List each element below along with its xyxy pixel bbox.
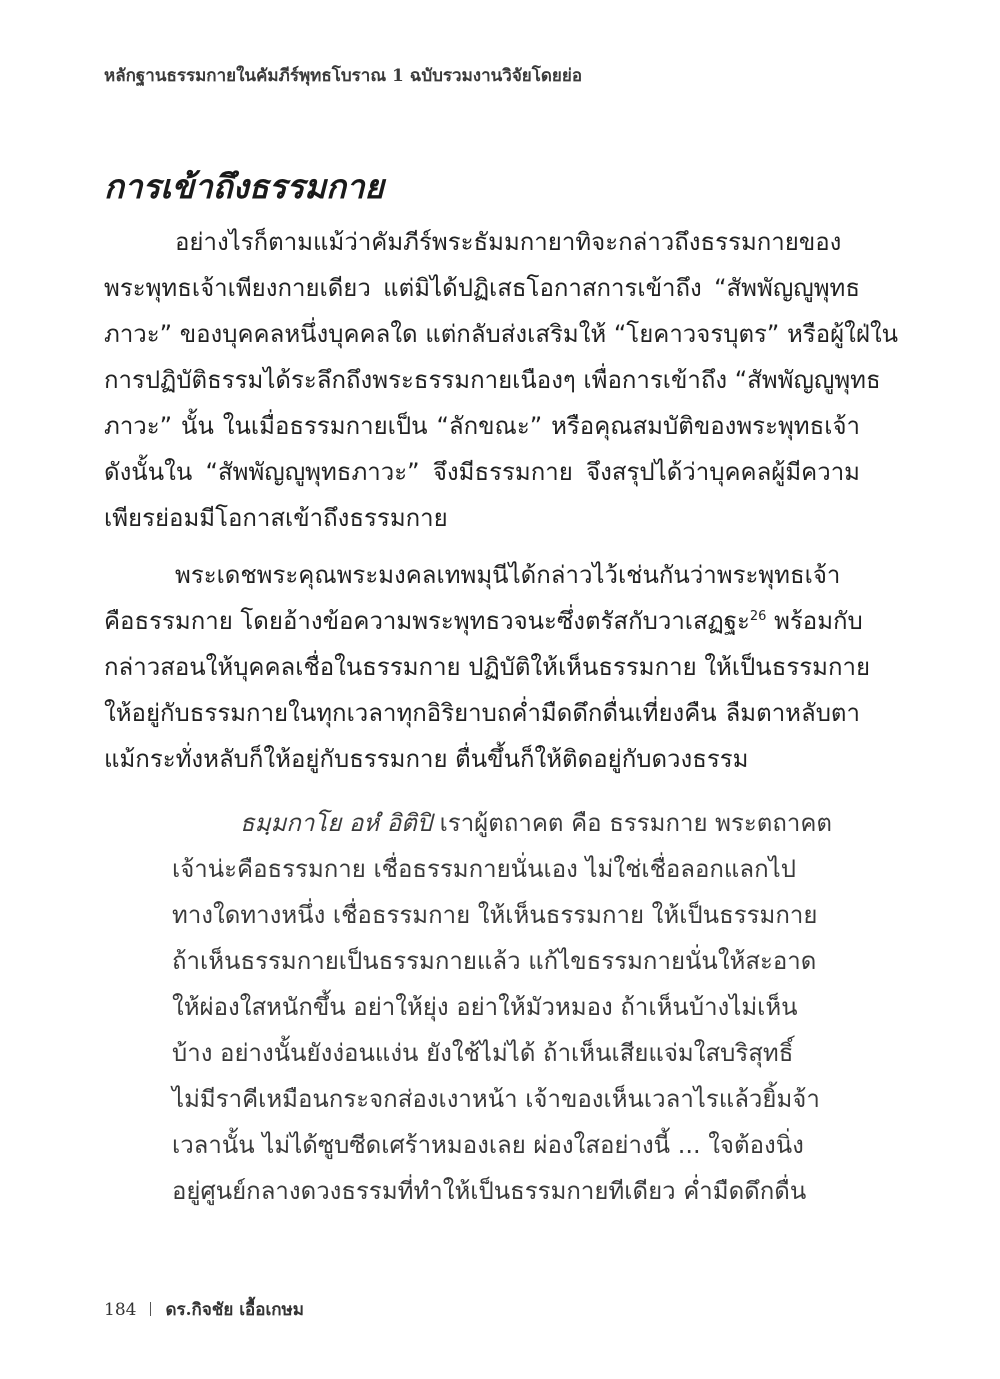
paragraph-2-line: พระเดชพระคุณพระมงคลเทพมุนีได้กล่าวไว้เช่นกันว่าพระพุทธเจ้า xyxy=(175,561,841,589)
page-number: 184 xyxy=(104,1300,137,1320)
paragraph-2-line: แม้กระทั่งหลับก็ให้อยู่กับธรรมกาย ตื่นขึ้นก็ให้ติดอยู่กับดวงธรรม xyxy=(104,745,749,773)
paragraph-1-line: การปฏิบัติธรรมได้ระลึกถึงพระธรรมกายเนืองๆ เพื่อการเข้าถึง “สัพพัญญูพุทธ xyxy=(104,366,881,394)
quote-line: บ้าง อย่างนั้นยังง่อนแง่น ยังใช้ไม่ได้ ถ้าเห็นเสียแจ่มใสบริสุทธิ์ xyxy=(172,1039,794,1067)
paragraph-2-text: คือธรรมกาย โดยอ้างข้อความพระพุทธวจนะซึ่งตรัสกับวาเสฏฐะ xyxy=(104,607,750,635)
quote-line: ไม่มีราคีเหมือนกระจกส่องเงาหน้า เจ้าของเห็นเวลาไรแล้วยิ้มจ้า xyxy=(172,1085,820,1113)
paragraph-2-line xyxy=(104,601,863,641)
paragraph-1-line: อย่างไรก็ตามแม้ว่าคัมภีร์พระธัมมกายาทิจะกล่าวถึงธรรมกายของ xyxy=(175,228,842,256)
paragraph-2-text: พร้อมกับ xyxy=(766,607,863,635)
footnote-reference: 26 xyxy=(749,609,767,624)
quote-line: เวลานั้น ไม่ได้ซูบซีดเศร้าหมองเลย ผ่องใสอย่างนี้ ... ใจต้องนิ่ง xyxy=(172,1131,804,1159)
paragraph-2-line: กล่าวสอนให้บุคคลเชื่อในธรรมกาย ปฏิบัติให้เห็นธรรมกาย ให้เป็นธรรมกาย xyxy=(104,653,871,681)
page-footer xyxy=(104,1296,304,1323)
quote-line: อยู่ศูนย์กลางดวงธรรมที่ทำให้เป็นธรรมกายทีเดียว ค่ำมืดดึกดื่น xyxy=(172,1177,807,1205)
author-name: ดร.กิจชัย เอื้อเกษม xyxy=(165,1300,304,1320)
paragraph-1-line: พระพุทธเจ้าเพียงกายเดียว แต่มิได้ปฏิเสธโอกาสการเข้าถึง “สัพพัญญูพุทธ xyxy=(104,274,860,302)
paragraph-1-line: ภาวะ” นั้น ในเมื่อธรรมกายเป็น “ลักขณะ” หรือคุณสมบัติของพระพุทธเจ้า xyxy=(104,412,860,440)
quote-text: เราผู้ตถาคต คือ ธรรมกาย พระตถาคต xyxy=(431,809,832,837)
paragraph-1-line: ภาวะ” ของบุคคลหนึ่งบุคคลใด แต่กลับส่งเสริมให้ “โยคาวจรบุตร” หรือผู้ใฝ่ใน xyxy=(104,320,899,348)
paragraph-1-line: เพียรย่อมมีโอกาสเข้าถึงธรรมกาย xyxy=(104,504,448,532)
quote-line: ถ้าเห็นธรรมกายเป็นธรรมกายแล้ว แก้ไขธรรมกายนั่นให้สะอาด xyxy=(172,947,817,975)
footer-divider xyxy=(150,1302,151,1316)
section-title: การเข้าถึงธรรมกาย xyxy=(104,167,384,206)
quote-line: ให้ผ่องใสหนักขึ้น อย่าให้ยุ่ง อย่าให้มัวหมอง ถ้าเห็นบ้างไม่เห็น xyxy=(172,993,798,1021)
running-header: หลักฐานธรรมกายในคัมภีร์พุทธโบราณ 1 ฉบับรวมงานวิจัยโดยย่อ xyxy=(104,66,583,86)
paragraph-1-line: ดังนั้นใน “สัพพัญญูพุทธภาวะ” จึงมีธรรมกาย จึงสรุปได้ว่าบุคคลผู้มีความ xyxy=(104,458,860,486)
pali-phrase: ธมฺมกาโย อหํ อิติปิ xyxy=(240,809,432,837)
quote-line: เจ้าน่ะคือธรรมกาย เชื่อธรรมกายนั่นเอง ไม่ใช่เชื่อลอกแลกไป xyxy=(172,855,796,883)
quote-line: ทางใดทางหนึ่ง เชื่อธรรมกาย ให้เห็นธรรมกาย ให้เป็นธรรมกาย xyxy=(172,901,818,929)
paragraph-2-line: ให้อยู่กับธรรมกายในทุกเวลาทุกอิริยาบถค่ำมืดดึกดื่นเที่ยงคืน ลืมตาหลับตา xyxy=(104,699,860,727)
quote-line xyxy=(240,803,832,843)
